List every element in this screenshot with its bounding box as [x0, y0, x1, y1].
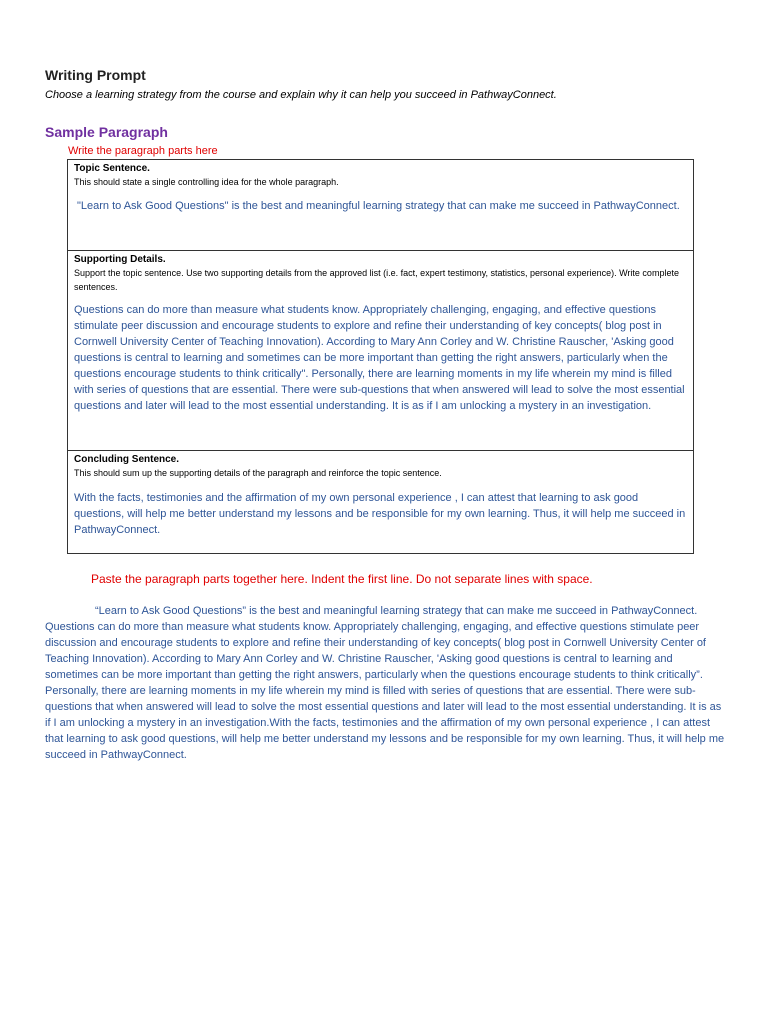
concluding-sentence-description: This should sum up the supporting details of the paragraph and reinforce the topic sentence. — [74, 468, 442, 478]
prompt-text: Choose a learning strategy from the course and explain why it can help you succeed in PathwayConnect. — [45, 89, 557, 101]
paragraph-parts-table — [67, 159, 694, 554]
supporting-details-title: Supporting Details. — [74, 254, 166, 265]
concluding-sentence-title: Concluding Sentence. — [74, 454, 180, 465]
concluding-sentence-section — [68, 451, 693, 555]
supporting-details-description: Support the topic sentence. Use two supporting details from the approved list (i.e. fact, expert testimony, statistics, personal experience). Write complete sentences. — [74, 268, 679, 292]
topic-sentence-section — [68, 160, 693, 251]
paste-instruction: Paste the paragraph parts together here. Indent the first line. Do not separate lines with space. — [91, 572, 593, 586]
write-instruction: Write the paragraph parts here — [68, 145, 218, 157]
topic-sentence-answer: "Learn to Ask Good Questions" is the best and meaningful learning strategy that can make me succeed in PathwayConnect. — [77, 200, 680, 212]
topic-sentence-description: This should state a single controlling idea for the whole paragraph. — [74, 177, 339, 187]
concluding-sentence-answer: With the facts, testimonies and the affirmation of my own personal experience , I can attest that learning to ask good questions, will help me better understand my lessons and be responsible for my own learning. Thus, it will help me succeed in PathwayConnect. — [74, 492, 686, 536]
combined-paragraph: “Learn to Ask Good Questions” is the best and meaningful learning strategy that can make me succeed in PathwayConnect. Questions can do more than measure what students know. Appropriately challenging, engaging, and effective questions stimulate peer discussion and encourage students to explore and refine their understanding of key concepts( blog post in Cornwell University Center of Teaching Innovation). According to Mary Ann Corley and W. Christine Rauscher, 'Asking good questions is central to learning and sometimes can be more important than getting the right answers, particularly when the questions encourage students to think critically”. Personally, there are learning moments in my life wherein my mind is filled with series of questions that are essential. There were sub-questions that when answered will lead to solve the most essential questions and later will lead to the most essential understanding. It is as if I am unlocking a mystery in an investigation.With the facts, testimonies and the affirmation of my own personal experience , I can attest that learning to ask good questions, will help me better understand my lessons and be responsible for my own learning. Thus, it will help me succeed in PathwayConnect. — [45, 605, 725, 761]
supporting-details-section — [68, 251, 693, 451]
prompt-heading: Writing Prompt — [45, 67, 146, 83]
topic-sentence-title: Topic Sentence. — [74, 163, 150, 174]
sample-heading: Sample Paragraph — [45, 124, 168, 140]
supporting-details-answer: Questions can do more than measure what students know. Appropriately challenging, engaging, and effective questions stimulate peer discussion and encourage students to explore and refine their understanding of key concepts( blog post in Cornwell University Center of Teaching Innovation). According to Mary Ann Corley and W. Christine Rauscher, 'Asking good questions is central to learning and sometimes can be more important than getting the right answers, particularly when the questions encourage students to think critically". Personally, there are learning moments in my life wherein my mind is filled with series of questions that are essential. There were sub-questions that when answered will lead to solve the most essential questions and later will lead to the most essential understanding. It is as if I am unlocking a mystery in an investigation. — [74, 304, 685, 412]
